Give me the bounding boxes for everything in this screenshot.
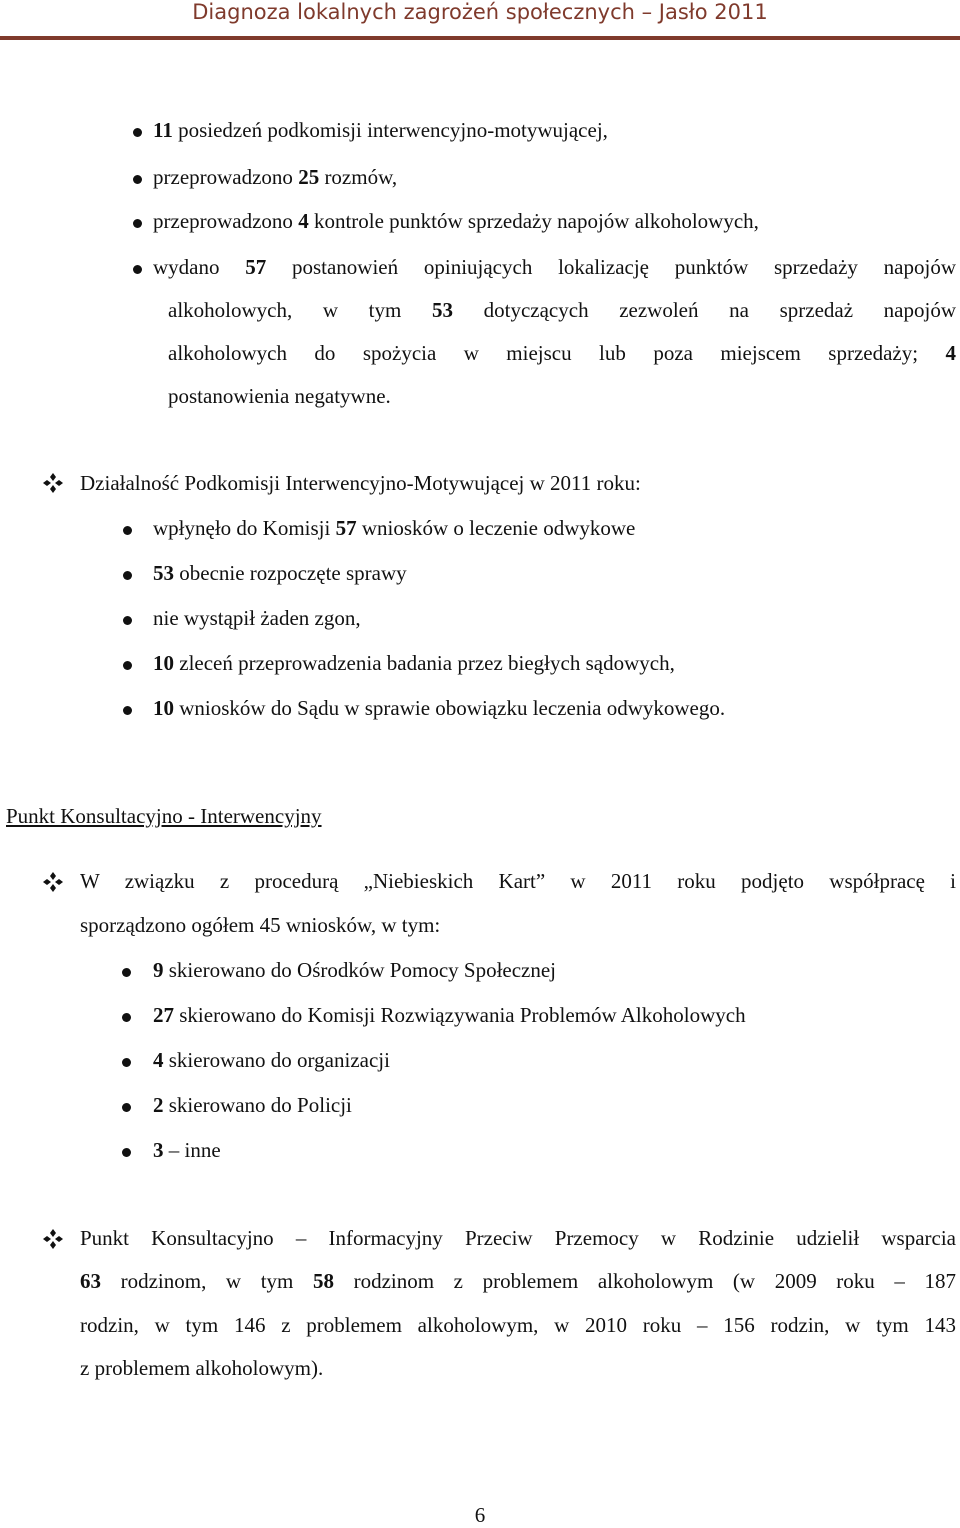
list1-item-4-line4: postanowienia negatywne. bbox=[168, 384, 391, 408]
list1-item-2: przeprowadzono 25 rozmów, bbox=[153, 165, 398, 189]
bullet-icon bbox=[123, 571, 132, 580]
list1-item-4-line3: alkoholowych do spożycia w miejscu lub poza miejscem sprzedaży; 4 bbox=[168, 341, 956, 365]
bullet-icon bbox=[122, 1103, 131, 1112]
page-number: 6 bbox=[474, 1503, 486, 1527]
bullet-icon bbox=[123, 661, 132, 670]
section1-item-2: 53 obecnie rozpoczęte sprawy bbox=[153, 561, 407, 585]
section2-line1: W związku z procedurą „Niebieskich Kart” w 2011 roku podjęto współpracę i bbox=[80, 869, 956, 893]
section3-line2: 63 rodzinom, w tym 58 rodzinom z problemem alkoholowym (w 2009 roku – 187 bbox=[80, 1269, 956, 1293]
list1-item-4-line1: wydano 57 postanowień opiniujących lokalizację punktów sprzedaży napojów bbox=[153, 255, 956, 279]
section2-item-2: 27 skierowano do Komisji Rozwiązywania Problemów Alkoholowych bbox=[153, 1003, 746, 1027]
section3-line1: Punkt Konsultacyjno – Informacyjny Przeciw Przemocy w Rodzinie udzielił wsparcia bbox=[80, 1226, 956, 1250]
list1-item-3: przeprowadzono 4 kontrole punktów sprzedaży napojów alkoholowych, bbox=[153, 209, 759, 233]
section1-item-4: 10 zleceń przeprowadzenia badania przez biegłych sądowych, bbox=[153, 651, 675, 675]
bullet-icon bbox=[133, 175, 142, 184]
diamond-bullet-icon bbox=[40, 470, 66, 496]
bullet-icon bbox=[123, 706, 132, 715]
section-heading: Punkt Konsultacyjno - Interwencyjny bbox=[6, 804, 322, 828]
bullet-icon bbox=[122, 1013, 131, 1022]
page-header: Diagnoza lokalnych zagrożeń społecznych – Jasło 2011 bbox=[192, 0, 768, 24]
section3-line4: z problemem alkoholowym). bbox=[80, 1356, 324, 1380]
section2-item-4: 2 skierowano do Policji bbox=[153, 1093, 352, 1117]
bullet-icon bbox=[122, 1148, 131, 1157]
section1-title: Działalność Podkomisji Interwencyjno-Motywującej w 2011 roku: bbox=[80, 471, 641, 495]
section2-item-5: 3 – inne bbox=[153, 1138, 221, 1162]
section1-item-5: 10 wniosków do Sądu w sprawie obowiązku leczenia odwykowego. bbox=[153, 696, 726, 720]
section1-item-1: wpłynęło do Komisji 57 wniosków o leczenie odwykowe bbox=[153, 516, 636, 540]
bullet-icon bbox=[122, 1058, 131, 1067]
header-rule bbox=[0, 36, 960, 40]
bullet-icon bbox=[122, 968, 131, 977]
diamond-bullet-icon bbox=[40, 1226, 66, 1252]
list1-item-1: 11 posiedzeń podkomisji interwencyjno-motywującej, bbox=[153, 118, 608, 142]
section2-item-1: 9 skierowano do Ośrodków Pomocy Społecznej bbox=[153, 958, 557, 982]
diamond-bullet-icon bbox=[40, 869, 66, 895]
section1-item-3: nie wystąpił żaden zgon, bbox=[153, 606, 361, 630]
section3-line3: rodzin, w tym 146 z problemem alkoholowym, w 2010 roku – 156 rodzin, w tym 143 bbox=[80, 1313, 956, 1337]
bullet-icon bbox=[123, 616, 132, 625]
bullet-icon bbox=[133, 128, 142, 137]
list1-item-4-line2: alkoholowych, w tym 53 dotyczących zezwoleń na sprzedaż napojów bbox=[168, 298, 956, 322]
section2-line2: sporządzono ogółem 45 wniosków, w tym: bbox=[80, 913, 441, 937]
bullet-icon bbox=[133, 219, 142, 228]
bullet-icon bbox=[133, 265, 142, 274]
bullet-icon bbox=[123, 526, 132, 535]
section2-item-3: 4 skierowano do organizacji bbox=[153, 1048, 390, 1072]
